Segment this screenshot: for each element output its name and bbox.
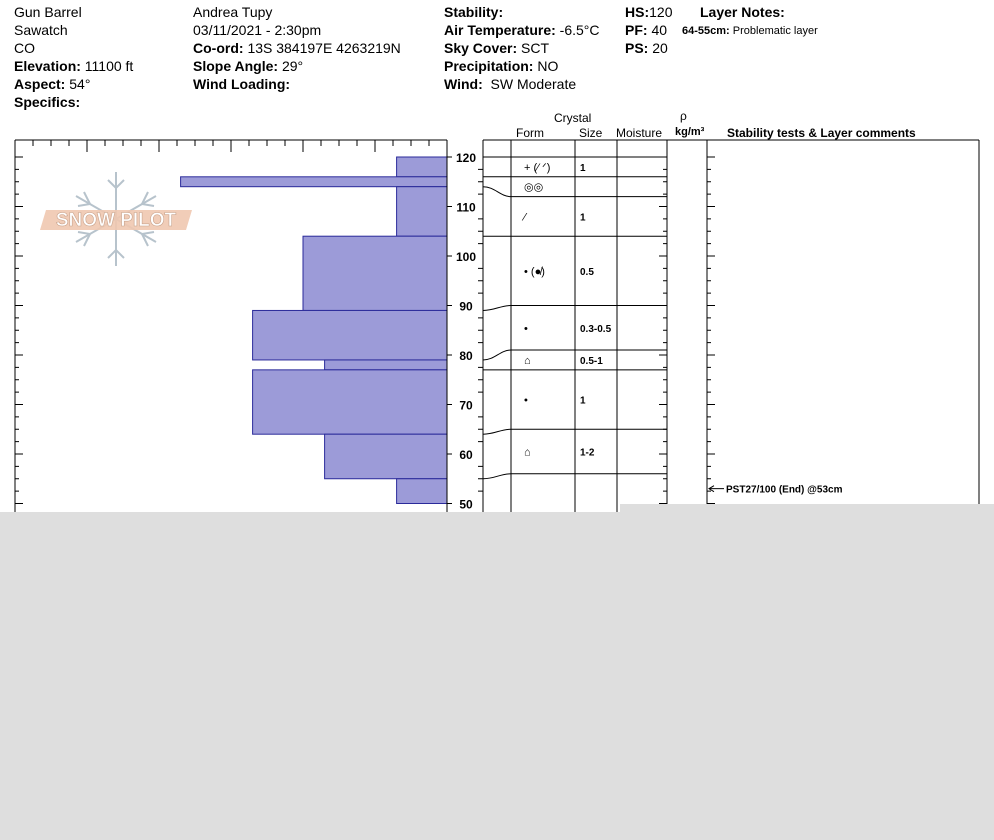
y-tick-label: 110 (456, 200, 476, 215)
sky-value: SCT (521, 40, 550, 56)
moisture-header: Moisture (616, 126, 663, 140)
wind-value: SW Moderate (490, 76, 577, 92)
aspect-label: Aspect: (14, 76, 66, 92)
hardness-bar (325, 360, 447, 370)
crystal-size: 1 (580, 212, 586, 224)
y-tick-label: 80 (459, 349, 473, 363)
y-tick-label: 120 (455, 151, 477, 165)
stability-comments-header: Stability tests & Layer comments (727, 126, 916, 140)
pf-label: PF: (625, 22, 648, 38)
logo-text: SNOW PILOT (55, 210, 177, 231)
crystal-size: 1 (580, 162, 586, 174)
snowpilot-logo (40, 172, 192, 266)
crystal-form: + (⁄ ᐟ) (524, 161, 551, 174)
layer-notes-label: Layer Notes: (700, 4, 785, 20)
layer-connector (483, 306, 511, 311)
elevation-value: 11100 ft (84, 58, 134, 74)
layer-connector (483, 350, 511, 360)
layer-note-range: 64-55cm: (682, 25, 730, 37)
y-tick-label: 50 (459, 497, 473, 512)
hardness-bar (397, 187, 447, 237)
y-tick-label: 60 (459, 448, 473, 462)
crystal-form: ◎◎ (524, 181, 544, 194)
layer-connector (483, 474, 511, 479)
coord-value: 13S 384197E 4263219N (247, 40, 401, 56)
stability-label: Stability: (444, 4, 504, 20)
hardness-bar (325, 434, 447, 479)
hardness-bar (397, 479, 447, 504)
form-header: Form (516, 126, 544, 140)
elevation-label: Elevation: (14, 58, 81, 74)
precip-value: NO (537, 58, 559, 74)
precip-label: Precipitation: (444, 58, 534, 74)
crystal-form: ⁄ (524, 211, 526, 224)
hardness-bar (397, 157, 447, 177)
air-temp-label: Air Temperature: (444, 22, 556, 38)
wind-label: Wind: (444, 76, 483, 92)
crystal-size: 1 (580, 395, 586, 407)
crystal-form: ⌂ (524, 446, 531, 459)
coord-label: Co-ord: (193, 40, 244, 56)
state-name: CO (14, 40, 35, 56)
crystal-form: • (524, 322, 528, 335)
hardness-bar (181, 177, 447, 187)
crystal-form: • (●̸) (524, 265, 545, 278)
observation-datetime: 03/11/2021 - 2:30pm (193, 22, 322, 38)
sky-label: Sky Cover: (444, 40, 518, 56)
layer-connector (483, 429, 511, 434)
crystal-header: Crystal (554, 111, 592, 125)
size-header: Size (579, 126, 603, 140)
hs-label: HS: (625, 4, 650, 20)
y-tick-label: 100 (455, 250, 477, 264)
location-name: Gun Barrel (14, 4, 82, 20)
pf-value: 40 (651, 22, 668, 38)
stability-test-label: PST27/100 (End) @53cm (726, 484, 843, 496)
crystal-form: ⌂ (524, 354, 531, 367)
crystal-size: 0.5 (580, 266, 594, 278)
hs-value: 120 (649, 4, 673, 20)
slope-value: 29° (281, 58, 304, 74)
crystal-size: 0.3-0.5 (580, 323, 612, 335)
wind-loading-label: Wind Loading: (193, 76, 291, 92)
redaction-block-upper (620, 504, 994, 512)
y-tick-label: 70 (459, 398, 473, 413)
layer-connector (483, 187, 511, 197)
rho-header: ρ (680, 109, 687, 123)
hardness-bar (253, 310, 447, 360)
ps-label: PS: (625, 40, 649, 56)
air-temp-value: -6.5°C (559, 22, 600, 38)
redaction-block (0, 512, 994, 840)
specifics-label: Specifics: (14, 94, 81, 110)
range-name: Sawatch (14, 22, 68, 38)
hardness-bar (253, 370, 447, 434)
crystal-form: • (524, 394, 528, 407)
density-unit-header: kg/m³ (675, 126, 705, 138)
crystal-size: 1-2 (580, 447, 595, 459)
crystal-size: 0.5-1 (580, 355, 603, 367)
observer-name: Andrea Tupy (193, 4, 273, 20)
slope-label: Slope Angle: (193, 58, 279, 74)
hardness-bar (303, 236, 447, 310)
ps-value: 20 (652, 40, 668, 56)
layer-note-text: Problematic layer (732, 25, 818, 37)
aspect-value: 54° (69, 76, 91, 92)
y-tick-label: 90 (459, 299, 473, 314)
